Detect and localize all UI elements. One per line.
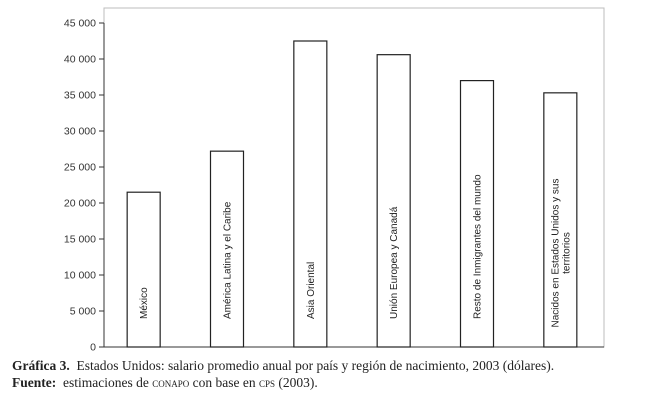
caption-source-text-c: (2003). — [278, 375, 318, 390]
bars — [127, 41, 577, 347]
caption-source-cps: cps — [258, 375, 275, 390]
figure-caption — [12, 357, 642, 391]
y-tick-label: 15 000 — [63, 233, 96, 246]
caption-figure-number: Gráfica 3. — [12, 358, 70, 373]
y-tick-label: 10 000 — [63, 269, 96, 282]
bar-label — [389, 206, 400, 319]
bar — [127, 192, 160, 347]
caption-title: Estados Unidos: salario promedio anual por país y región de nacimiento, 2003 (dólares). — [76, 358, 555, 373]
bar-label-line: territorios — [561, 232, 573, 274]
y-tick-label: 25 000 — [63, 161, 96, 174]
caption-source-label: Fuente: — [12, 375, 57, 390]
y-tick-label: 20 000 — [63, 197, 96, 210]
caption-title-line — [12, 357, 642, 374]
caption-source-text-b: con base en — [192, 375, 256, 390]
caption-source-conapo: conapo — [152, 375, 190, 390]
bar-label — [223, 201, 234, 319]
bar-label-line: Nacidos en Estados Unidos y sus — [550, 178, 562, 328]
bar-label-line: América Latina y el Caribe — [222, 201, 234, 319]
bar-label-line: México — [139, 287, 151, 319]
bar-label — [561, 232, 572, 274]
bar-label-line: Asia Oriental — [305, 261, 317, 319]
bar-label — [473, 174, 484, 319]
bar-labels — [139, 174, 572, 327]
y-tick-label: 40 000 — [63, 53, 96, 66]
plot-frame — [104, 8, 604, 347]
bar-label — [306, 262, 317, 319]
y-tick-label: 0 — [90, 341, 96, 352]
bar-label — [550, 179, 561, 328]
caption-source-text-a: estimaciones de — [63, 375, 149, 390]
bar-label-line: Unión Europea y Canadá — [389, 206, 401, 319]
y-tick-label: 5 000 — [69, 305, 96, 318]
caption-source-line — [12, 374, 642, 391]
y-tick-label: 30 000 — [63, 125, 96, 138]
y-tick-label: 45 000 — [63, 17, 96, 30]
y-tick-label: 35 000 — [63, 89, 96, 102]
bar-label — [139, 287, 150, 319]
bar-label-line: Resto de Inmigrantes del mundo — [472, 174, 484, 319]
